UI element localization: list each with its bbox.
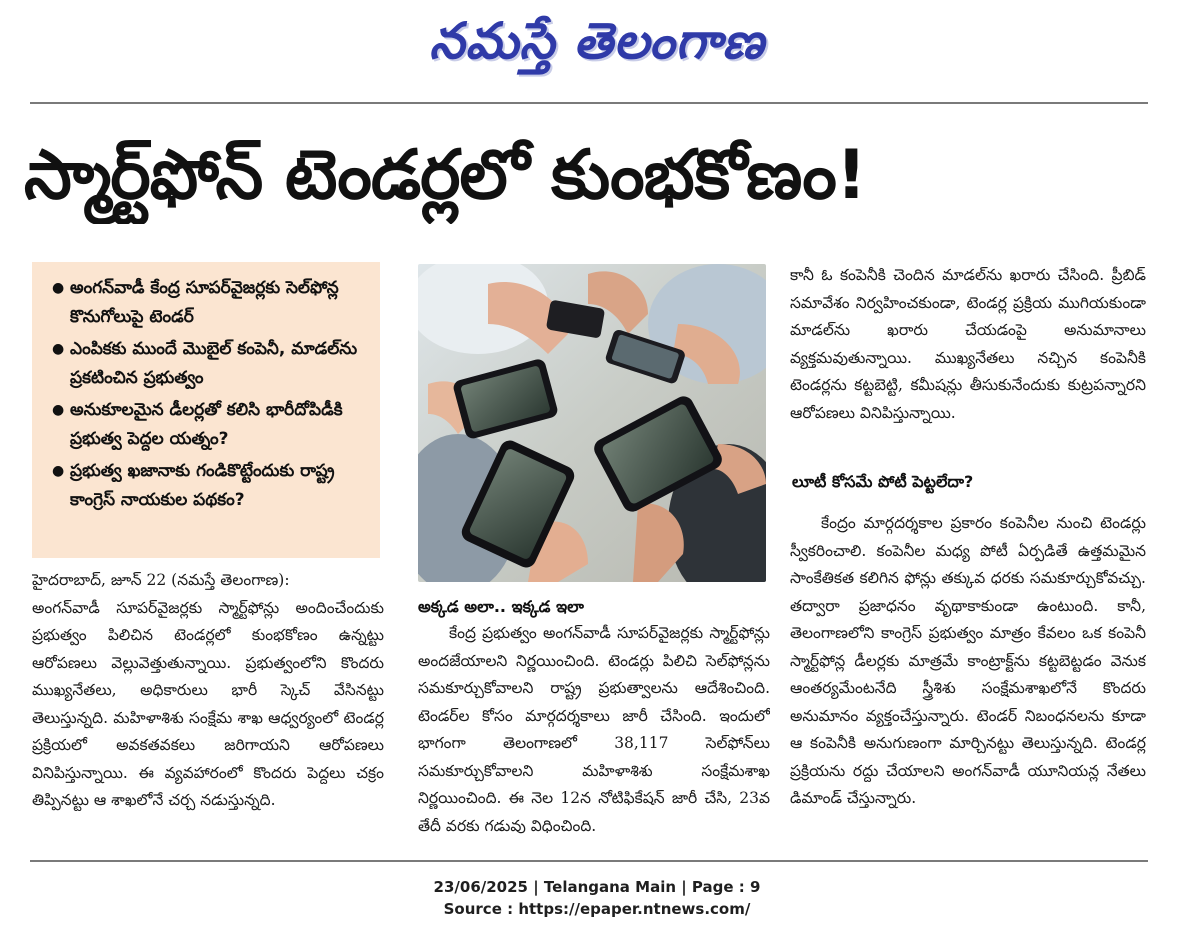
article-paragraph: కానీ ఓ కంపెనీకి చెందిన మాడల్‌ను ఖరారు చేసింది. ప్రీబిడ్ సమావేశం నిర్వహించకుండా, టెండర్ల ప్రక్రియ ముగియకుండా మాడల్‌ను ఖరారు చేయడంపై అనుమానాలు వ్యక్తమవుతున్నాయి. ముఖ్యనేతలు నచ్చిన కంపెనీకి టెండర్లను కట్టబెట్టి, కమీషన్లు తీసుకునేందుకు కుట్రపన్నారని ఆరోపణలు వినిపిస్తున్నాయి. <box>790 266 1146 422</box>
highlight-item: ● అంగన్‌వాడీ కేంద్ర సూపర్‌వైజర్లకు సెల్‌ఫోన్ల కొనుగోలుపై టెండర్ <box>52 274 370 332</box>
edition-info: 23/06/2025 | Telangana Main | Page : 9 <box>433 878 761 896</box>
page-footer <box>0 876 1194 920</box>
article-column-3-top <box>790 262 1146 458</box>
bullet-icon: ● <box>52 402 65 418</box>
article-paragraph: కేంద్రం మార్గదర్శకాల ప్రకారం కంపెనీల నుంచి టెండర్లు స్వీకరించాలి. కంపెనీల మధ్య పోటీ ఏర్పడితే ఉత్తమమైన సాంకేతికత కలిగిన ఫోన్లు తక్కువ ధరకు సమకూర్చుకోవచ్చు. తద్వారా ప్రజాధనం వృథాకాకుండా ఉంటుంది. కానీ, తెలంగాణలోని కాంగ్రెస్ ప్రభుత్వం మాత్రం కేవలం ఒక కంపెనీ స్మార్ట్‌ఫోన్ల డీలర్లకు మాత్రమే కాంట్రాక్ట్‌ను కట్టబెట్టడం వెనుక ఆంతర్యమేంటనేది స్త్రీశిశు సంక్షేమశాఖలోనే కొందరు అనుమానం వ్యక్తంచేస్తున్నారు. టెండర్ నిబంధనలను కూడా ఆ కంపెనీకి అనుగుణంగా మార్చినట్టు తెలుస్తున్నది. టెండర్ల ప్రక్రియను రద్దు చేయాలని అంగన్‌వాడీ యూనియన్ల నేతలు డిమాండ్ చేస్తున్నారు. <box>790 514 1146 807</box>
article-column-2 <box>418 620 770 846</box>
top-divider <box>30 102 1148 104</box>
photo-caption: అక్కడ అలా.. ఇక్కడ ఇలా <box>418 597 584 616</box>
article-column-1 <box>32 567 384 843</box>
article-column-3-bottom <box>790 510 1146 846</box>
highlights-box <box>32 262 380 558</box>
section-subheading: లూటీ కోసమే పోటీ పెట్టలేదా? <box>792 472 974 491</box>
article-paragraph: అంగన్‌వాడీ సూపర్‌వైజర్లకు స్మార్ట్‌ఫోన్లు అందించేందుకు ప్రభుత్వం పిలిచిన టెండర్లలో కుంభకోణం ఉన్నట్టు ఆరోపణలు వెల్లువెత్తుతున్నాయి. ప్రభుత్వంలోని కొందరు ముఖ్యనేతలు, అధికారులు భారీ స్కెచ్ వేసినట్టు తెలుస్తున్నది. మహిళాశిశు సంక్షేమ శాఖ ఆధ్వర్యంలో టెండర్ల ప్రక్రియలో అవకతవకలు జరిగాయని ఆరోపణలు వినిపిస్తున్నాయి. ఈ వ్యవహారంలో కొందరు పెద్దలు చక్రం తిప్పినట్టు ఆ శాఖలోనే చర్చ నడుస్తున్నది. <box>32 598 384 809</box>
bottom-divider <box>30 860 1148 862</box>
highlight-item: ● అనుకూలమైన డీలర్లతో కలిసి భారీదోపిడీకి ప్రభుత్వ పెద్దల యత్నం? <box>52 396 370 454</box>
bullet-icon: ● <box>52 463 65 479</box>
highlight-item: ● ప్రభుత్వ ఖజానాకు గండికొట్టేందుకు రాష్ట్ర కాంగ్రెస్ నాయకుల పథకం? <box>52 457 370 515</box>
source-link[interactable]: Source : https://epaper.ntnews.com/ <box>443 900 751 918</box>
bullet-icon: ● <box>52 280 65 296</box>
page-headline: స్మార్ట్‌ఫోన్ టెండర్లలో కుంభకోణం! <box>24 136 866 215</box>
newspaper-logo: నమస్తే తెలంగాణ <box>429 12 765 70</box>
masthead <box>0 8 1194 74</box>
article-photo <box>418 264 766 582</box>
dateline: హైదరాబాద్, జూన్ 22 (నమస్తే తెలంగాణ): <box>32 571 290 589</box>
highlight-item: ● ఎంపికకు ముందే మొబైల్ కంపెనీ, మాడల్‌ను ప్రకటించిన ప్రభుత్వం <box>52 335 370 393</box>
hands-with-phones-image <box>418 264 766 582</box>
article-paragraph: కేంద్ర ప్రభుత్వం అంగన్‌వాడీ సూపర్‌వైజర్లకు స్మార్ట్‌ఫోన్లు అందజేయాలని నిర్ణయించింది. టెండర్లు పిలిచి సెల్‌ఫోన్లను సమకూర్చుకోవాలని రాష్ట్ర ప్రభుత్వాలను ఆదేశించింది. టెండర్‌ల కోసం మార్గదర్శకాలు జారీ చేసింది. ఇందులో భాగంగా తెలంగాణలో 38,117 సెల్‌ఫోన్‌లు సమకూర్చుకోవాలని మహిళాశిశు సంక్షేమశాఖ నిర్ణయించింది. ఈ నెల 12న నోటిఫికేషన్ జారీ చేసి, 23వ తేదీ వరకు గడువు విధించింది. <box>418 624 770 835</box>
bullet-icon: ● <box>52 341 65 357</box>
